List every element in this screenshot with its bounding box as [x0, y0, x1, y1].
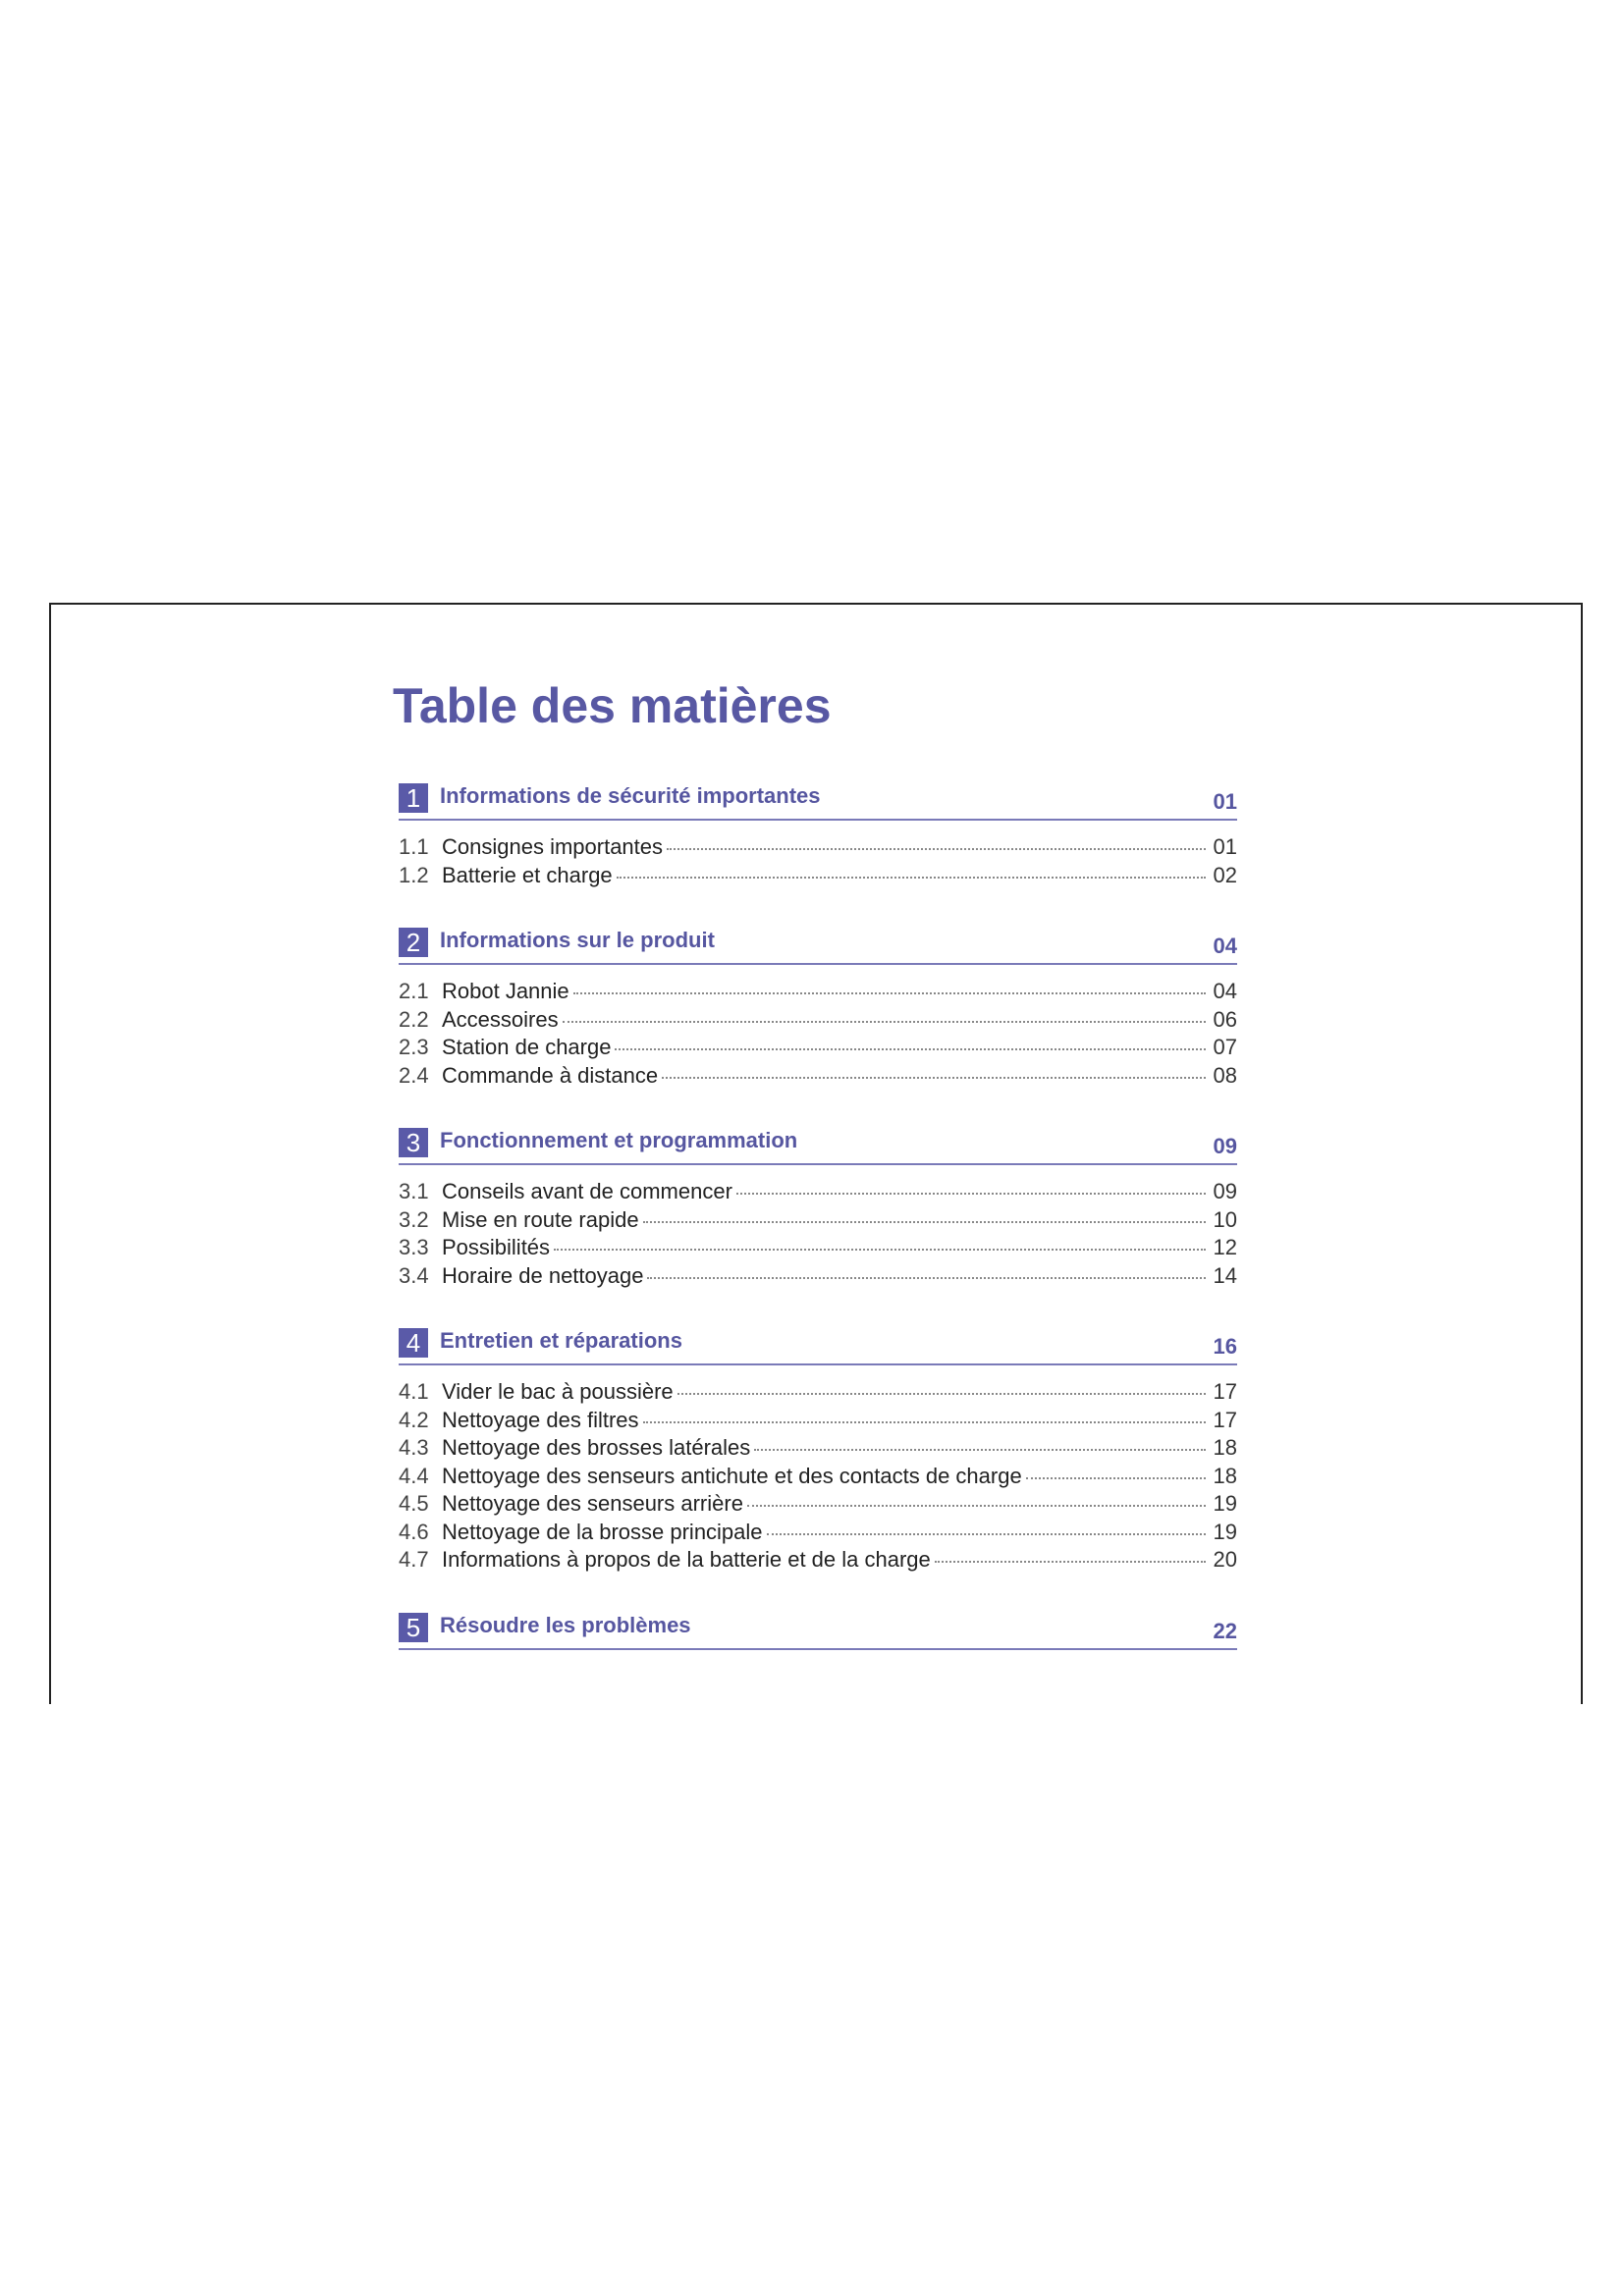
toc-entry[interactable]: [399, 1063, 1237, 1092]
entry-page-number: 02: [1213, 862, 1237, 887]
section-entries: [399, 834, 1237, 890]
dot-leader: [643, 1421, 1206, 1423]
section-number-badge: 4: [399, 1328, 428, 1358]
dot-leader: [747, 1505, 1206, 1507]
dot-leader: [554, 1249, 1206, 1251]
page-title: Table des matières: [393, 678, 832, 733]
toc-section-2: [393, 918, 1237, 1091]
dot-leader: [1026, 1477, 1206, 1479]
section-title: Informations sur le produit: [440, 928, 715, 952]
section-header[interactable]: [399, 1603, 1237, 1650]
entry-number: 1.2: [399, 862, 429, 887]
entry-label: Robot Jannie: [442, 979, 569, 1003]
entry-page-number: 01: [1213, 834, 1237, 859]
dot-leader: [615, 1048, 1206, 1050]
entry-label: Nettoyage des senseurs arrière: [442, 1491, 743, 1516]
dot-leader: [662, 1077, 1206, 1079]
entry-label: Possibilités: [442, 1235, 551, 1259]
section-number-badge: 5: [399, 1613, 428, 1642]
entry-number: 2.3: [399, 1035, 429, 1059]
entry-label: Station de charge: [442, 1035, 612, 1059]
section-header[interactable]: [399, 774, 1237, 821]
section-entries: [399, 1179, 1237, 1291]
toc-entry[interactable]: [399, 1035, 1237, 1063]
toc-section-3: [393, 1118, 1237, 1291]
entry-label: Nettoyage des senseurs antichute et des contacts de charge: [442, 1463, 1022, 1488]
entry-number: 4.1: [399, 1379, 429, 1404]
entry-page-number: 06: [1213, 1006, 1237, 1032]
section-entries: [399, 979, 1237, 1091]
section-number-badge: 3: [399, 1128, 428, 1157]
entry-number: 1.1: [399, 834, 429, 859]
toc-entry[interactable]: [399, 979, 1237, 1007]
entry-number: 4.7: [399, 1547, 429, 1572]
entry-number: 2.4: [399, 1062, 429, 1088]
entry-page-number: 10: [1213, 1206, 1237, 1232]
dot-leader: [677, 1393, 1206, 1395]
entry-label: Nettoyage des brosses latérales: [442, 1435, 751, 1460]
toc-section-4: [393, 1318, 1237, 1575]
toc-entry[interactable]: [399, 1547, 1237, 1575]
entry-number: 3.1: [399, 1179, 429, 1203]
entry-number: 2.2: [399, 1006, 429, 1032]
entry-label: Informations à propos de la batterie et de la charge: [442, 1547, 931, 1572]
section-page-number: 04: [1213, 934, 1237, 958]
entry-page-number: 07: [1213, 1035, 1237, 1059]
toc-entry[interactable]: [399, 1464, 1237, 1492]
section-title: Informations de sécurité importantes: [440, 783, 821, 808]
section-header[interactable]: [399, 918, 1237, 965]
section-title: Résoudre les problèmes: [440, 1612, 691, 1637]
toc-entry[interactable]: [399, 1207, 1237, 1236]
dot-leader: [767, 1533, 1206, 1535]
entry-label: Consignes importantes: [442, 834, 664, 859]
entry-label: Conseils avant de commencer: [442, 1179, 732, 1203]
toc-entry[interactable]: [399, 834, 1237, 863]
entry-page-number: 19: [1213, 1519, 1237, 1544]
entry-page-number: 14: [1213, 1262, 1237, 1288]
entry-number: 4.3: [399, 1435, 429, 1460]
toc-entry[interactable]: [399, 1235, 1237, 1263]
entry-number: 3.4: [399, 1262, 429, 1288]
toc-entry[interactable]: [399, 1379, 1237, 1408]
toc-entry[interactable]: [399, 1520, 1237, 1548]
toc-section-1: [393, 774, 1237, 890]
entry-page-number: 18: [1213, 1435, 1237, 1460]
entry-number: 2.1: [399, 979, 429, 1003]
entry-page-number: 17: [1213, 1379, 1237, 1404]
section-page-number: 16: [1213, 1334, 1237, 1359]
toc-entry[interactable]: [399, 1263, 1237, 1292]
entry-page-number: 18: [1213, 1463, 1237, 1488]
toc-section-5: [393, 1603, 1237, 1650]
toc-entry[interactable]: [399, 1491, 1237, 1520]
section-page-number: 01: [1213, 789, 1237, 814]
table-of-contents: [393, 677, 1237, 1678]
entry-label: Batterie et charge: [442, 862, 613, 887]
dot-leader: [754, 1449, 1206, 1451]
entry-number: 3.3: [399, 1235, 429, 1259]
dot-leader: [643, 1221, 1206, 1223]
entry-page-number: 08: [1213, 1062, 1237, 1088]
entry-label: Accessoires: [442, 1006, 559, 1032]
entry-number: 4.6: [399, 1519, 429, 1544]
entry-page-number: 12: [1213, 1235, 1237, 1259]
dot-leader: [736, 1193, 1206, 1195]
entry-label: Vider le bac à poussière: [442, 1379, 674, 1404]
dot-leader: [573, 992, 1206, 994]
entry-number: 4.4: [399, 1463, 429, 1488]
section-header[interactable]: [399, 1318, 1237, 1365]
section-header[interactable]: [399, 1118, 1237, 1165]
entry-label: Nettoyage de la brosse principale: [442, 1519, 763, 1544]
entry-number: 3.2: [399, 1206, 429, 1232]
toc-entry[interactable]: [399, 863, 1237, 891]
entry-page-number: 09: [1213, 1179, 1237, 1203]
section-title: Entretien et réparations: [440, 1328, 682, 1353]
entry-number: 4.2: [399, 1407, 429, 1432]
toc-entry[interactable]: [399, 1435, 1237, 1464]
section-number-badge: 1: [399, 783, 428, 813]
entry-page-number: 04: [1213, 979, 1237, 1003]
section-entries: [399, 1379, 1237, 1575]
entry-page-number: 19: [1213, 1491, 1237, 1516]
entry-label: Mise en route rapide: [442, 1206, 639, 1232]
dot-leader: [617, 877, 1206, 879]
entry-number: 4.5: [399, 1491, 429, 1516]
entry-page-number: 17: [1213, 1407, 1237, 1432]
entry-label: Commande à distance: [442, 1062, 659, 1088]
dot-leader: [667, 848, 1206, 850]
toc-entry[interactable]: [399, 1007, 1237, 1036]
section-title: Fonctionnement et programmation: [440, 1128, 798, 1152]
toc-entry[interactable]: [399, 1408, 1237, 1436]
toc-sections: [393, 774, 1237, 1650]
entry-page-number: 20: [1213, 1547, 1237, 1572]
entry-label: Nettoyage des filtres: [442, 1407, 639, 1432]
entry-label: Horaire de nettoyage: [442, 1262, 644, 1288]
dot-leader: [935, 1561, 1206, 1563]
dot-leader: [563, 1021, 1206, 1023]
section-page-number: 09: [1213, 1134, 1237, 1158]
toc-entry[interactable]: [399, 1179, 1237, 1207]
dot-leader: [647, 1277, 1206, 1279]
section-number-badge: 2: [399, 928, 428, 957]
section-page-number: 22: [1213, 1618, 1237, 1643]
